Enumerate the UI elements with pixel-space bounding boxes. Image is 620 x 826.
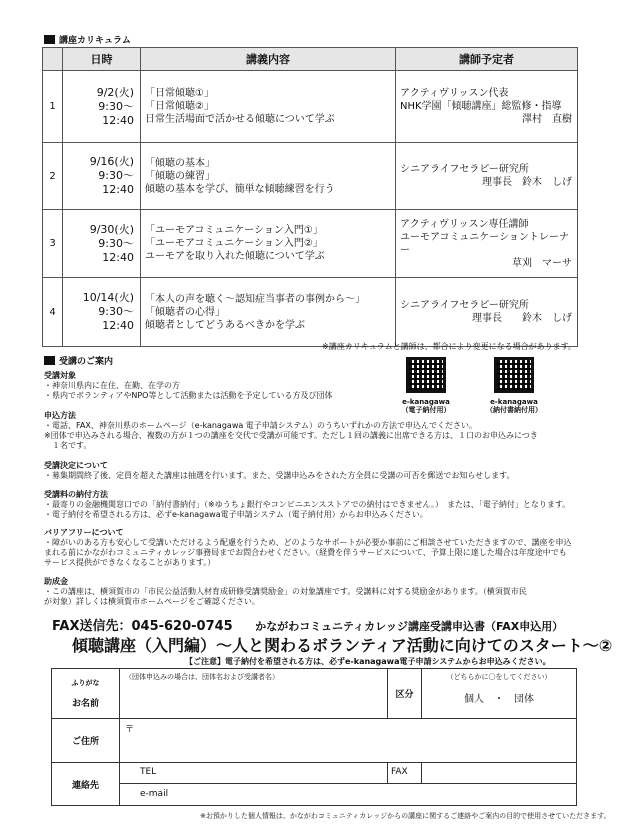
decision-section: 受講決定について ・募集期間終了後、定員を超えた講座は抽選を行います。また、受講申込みをされた方全員に受講の可否を郵送でお知らせします。 [44, 461, 515, 480]
guide-heading [44, 354, 113, 367]
grant-title: 助成金 [44, 577, 68, 586]
fax-field[interactable] [422, 763, 577, 784]
apply-section: 申込方法 ・電話、FAX、神奈川県のホームページ（e-kanagawa 電子申請システム）のうちいずれかの方法で申込んでください。 ※団体で申込みされる場合、複数の方が１つの講座を交代で受講が可能です。ただし１回の講義に出席できる方は、１口のお申込みにつき １名です。 [44, 411, 538, 450]
caution-text: 【ご注意】電子納付を希望される方は、必ずe-kanagawa電子申請システムからお申込みください。 [185, 657, 551, 666]
curriculum-heading [44, 33, 131, 46]
guide-heading-text: 受講のご案内 [59, 357, 114, 367]
bullet-square-icon [44, 356, 55, 365]
qr1-caption: e-kanagawa （電子納付用） [401, 398, 451, 414]
row-speaker: アクティヴリッスン代表 NHK学園「傾聴講座」総監修・指導 澤村 直樹 [396, 71, 578, 143]
header-speaker: 講師予定者 [396, 48, 578, 71]
table-row [43, 278, 578, 347]
header-date: 日時 [63, 48, 141, 71]
fee-section: 受講料の納付方法 ・最寄りの金融機関窓口での「納付書納付」（※ゆうちょ銀行やコンビニエンスストアでの納付はできません。） または、「電子納付」となります。 ・電子納付を希望される方は、必ずe-kanagawa電子申請システム（電子納付用）からお申込みください。 [44, 490, 571, 519]
row-number: 4 [43, 278, 63, 347]
target-section: 受講対象 ・神奈川県内に在住、在勤、在学の方 ・県内でボランティアやNPO等として活動または活動を予定している方及び団体 [44, 371, 333, 400]
qr2-caption: e-kanagawa （納付書納付用） [486, 398, 542, 414]
tel-field[interactable]: TEL [120, 763, 388, 784]
row-speaker: アクティヴリッスン専任講師 ユーモアコミュニケーショントレーナー 草刈 マーサ [396, 210, 578, 278]
name-field[interactable]: （団体申込みの場合は、団体名および受講者名） [120, 669, 388, 719]
table-row [43, 210, 578, 278]
row-date: 10/14(火) 9:30～ 12:40 [63, 278, 141, 347]
row-speaker: シニアライフセラピー研究所 理事長 鈴木 しげ [396, 143, 578, 210]
row-date: 9/16(火) 9:30～ 12:40 [63, 143, 141, 210]
row-number: 3 [43, 210, 63, 278]
table-row [43, 143, 578, 210]
row-content: 「日常傾聴①」 「日常傾聴②」 日常生活場面で活かせる傾聴について学ぶ [141, 71, 396, 143]
curriculum-table [42, 47, 578, 347]
kubun-field[interactable]: （どちらかに〇をしてください） 個人 ・ 団体 [422, 669, 577, 719]
address-label: ご住所 [52, 719, 120, 763]
fax-number: FAX送信先：045-620-0745 [52, 619, 233, 634]
target-title: 受講対象 [44, 371, 76, 380]
row-number: 1 [43, 71, 63, 143]
decision-title: 受講決定について [44, 461, 108, 470]
bullet-square-icon [44, 35, 55, 44]
fax-destination [52, 615, 563, 634]
privacy-footnote: ※お預かりした個人情報は、かながわコミュニティカレッジからの講座に関するご連絡やご案内の目的で使用させていただきます。 [200, 812, 611, 820]
row-date: 9/30(火) 9:30～ 12:40 [63, 210, 141, 278]
row-speaker: シニアライフセラピー研究所 理事長 鈴木 しげ [396, 278, 578, 347]
barrier-free-section: バリアフリーについて ・障がいのある方も安心して受講いただけるよう配慮を行うため、どのようなサポートが必要か事前にご相談させていただきますので、講座を申込 まれる前にかながわコミュニティカレッジ事務局までお問合わせください。（経費を伴うサービスについて、予算上限に達した場合は年度途中でも サービス提供ができなくなることがあります。） [44, 528, 572, 567]
row-content: 「本人の声を聴く～認知症当事者の事例から～」 「傾聴者の心得」 傾聴者としてどうあるべきかを学ぶ [141, 278, 396, 347]
email-field[interactable]: e-mail [120, 784, 577, 806]
row-date: 9/2(火) 9:30～ 12:40 [63, 71, 141, 143]
row-content: 「ユーモアコミュニケーション入門①」 「ユーモアコミュニケーション入門②」 ユーモアを取り入れた傾聴について学ぶ [141, 210, 396, 278]
fee-title: 受講料の納付方法 [44, 490, 108, 499]
curriculum-header-row [43, 48, 578, 71]
barrier-free-title: バリアフリーについて [44, 528, 124, 537]
kubun-label: 区分 [388, 669, 422, 719]
name-label: ふりがな お名前 [52, 669, 120, 719]
application-form [51, 668, 577, 806]
curriculum-heading-text: 講座カリキュラム [59, 36, 131, 46]
address-field[interactable]: 〒 [120, 719, 577, 763]
form-subtitle: かながわコミュニティカレッジ講座受講申込書（FAX申込用） [255, 620, 564, 633]
fax-label: FAX [388, 763, 422, 784]
table-row [43, 71, 578, 143]
curriculum-note: ※講座カリキュラムと講師は、都合により変更になる場合があります。 [322, 342, 576, 351]
contact-label: 連絡先 [52, 763, 120, 806]
course-title: 傾聴講座（入門編）～人と関わるボランティア活動に向けてのスタート～② [72, 636, 613, 655]
header-content: 講義内容 [141, 48, 396, 71]
row-content: 「傾聴の基本」 「傾聴の練習」 傾聴の基本を学び、簡単な傾聴練習を行う [141, 143, 396, 210]
apply-title: 申込方法 [44, 411, 76, 420]
row-number: 2 [43, 143, 63, 210]
grant-section: 助成金 ・この講座は、横須賀市の「市民公益活動人材育成研修受講奨励金」の対象講座です。受講料に対する奨励金があります。（横須賀市民 が対象）詳しくは横須賀市ホームページをご確認ください。 [44, 577, 527, 606]
